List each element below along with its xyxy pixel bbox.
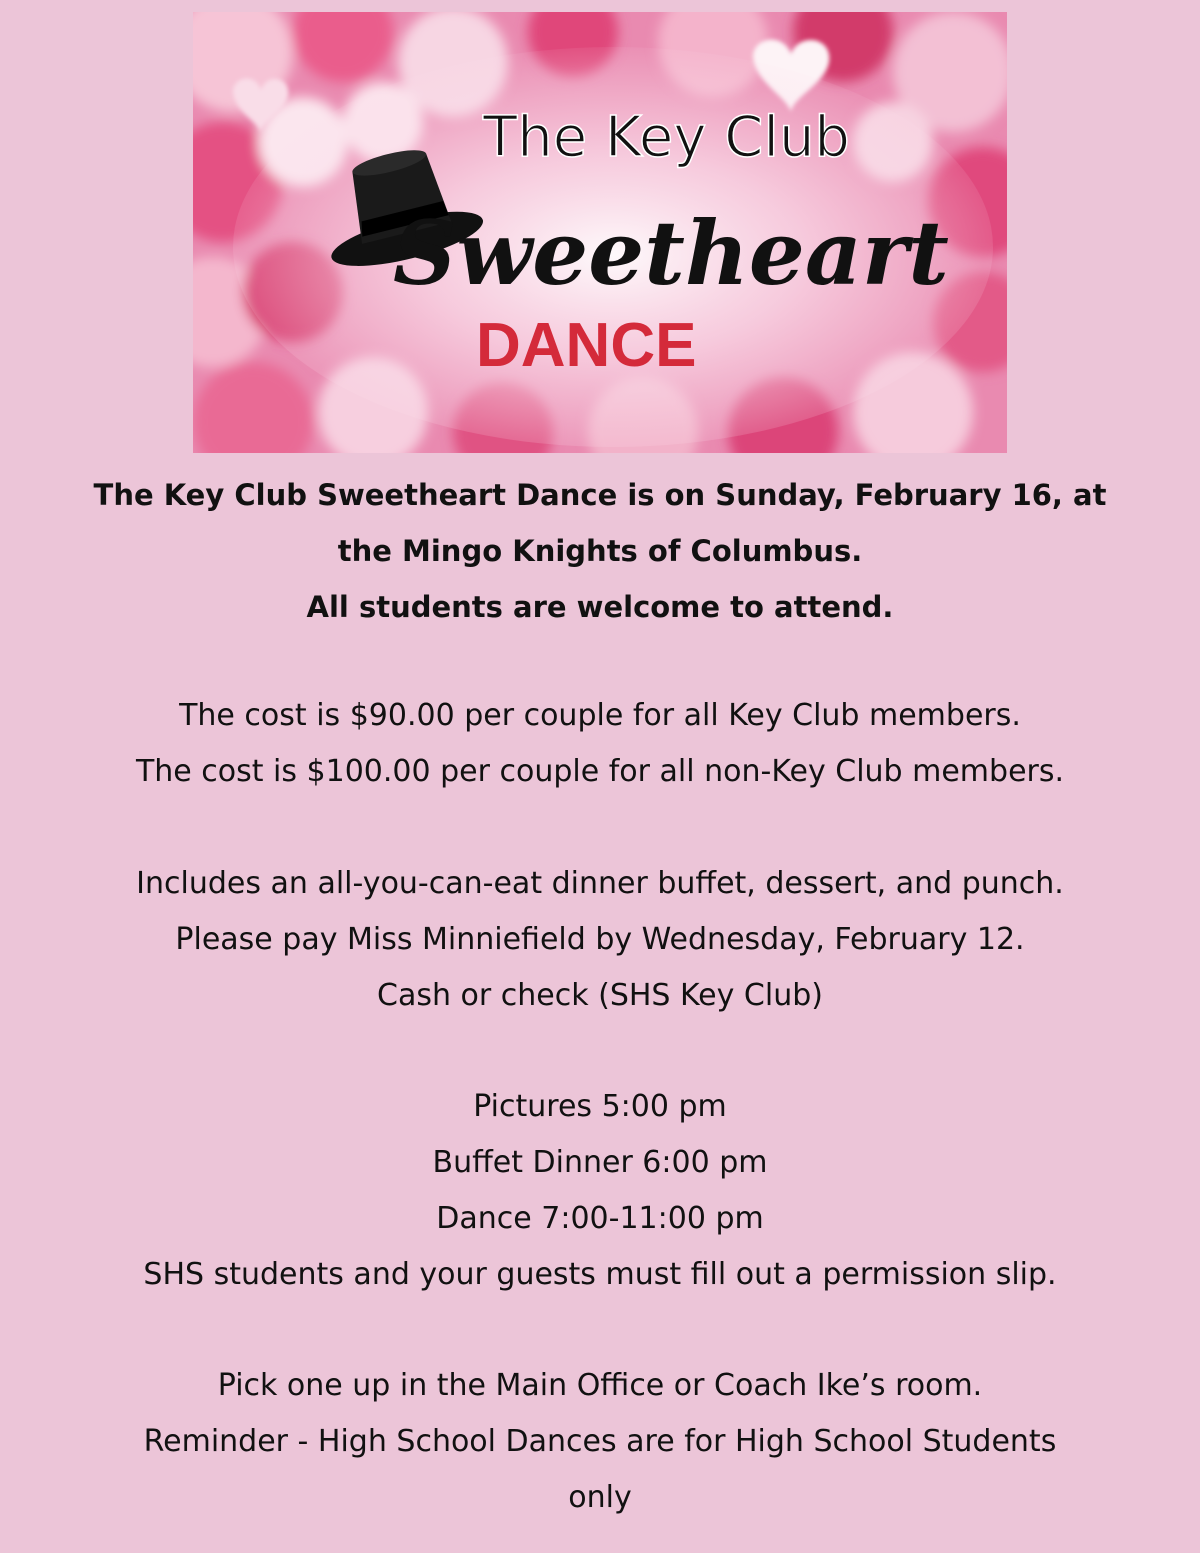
- headline-line-3: All students are welcome to attend.: [306, 590, 894, 624]
- pickup-block: [20, 1358, 1180, 1526]
- headline-line-1: The Key Club Sweetheart Dance is on Sunday, February 16, at: [93, 478, 1107, 512]
- pickup-line-3: only: [568, 1480, 632, 1515]
- event-banner: [193, 12, 1007, 453]
- schedule-pictures: Pictures 5:00 pm: [473, 1089, 727, 1124]
- banner-line2: Sweetheart: [393, 201, 949, 305]
- includes-block: [20, 856, 1180, 1024]
- includes-line-2: Please pay Miss Minniefield by Wednesday, February 12.: [175, 922, 1025, 957]
- permission-note: SHS students and your guests must fill out a permission slip.: [143, 1257, 1057, 1292]
- banner-line1: The Key Club: [483, 105, 850, 170]
- banner-line3: DANCE: [476, 311, 697, 380]
- schedule-block: [20, 1079, 1180, 1303]
- cost-members: The cost is $90.00 per couple for all Key Club members.: [179, 698, 1021, 733]
- schedule-dinner: Buffet Dinner 6:00 pm: [432, 1145, 768, 1180]
- headline-block: [40, 467, 1160, 635]
- pickup-line-2: Reminder - High School Dances are for High School Students: [143, 1424, 1057, 1459]
- headline-line-2: the Mingo Knights of Columbus.: [337, 534, 863, 568]
- cost-non-members: The cost is $100.00 per couple for all non-Key Club members.: [135, 754, 1065, 789]
- banner-title-art: [193, 12, 1007, 453]
- includes-line-1: Includes an all-you-can-eat dinner buffet, dessert, and punch.: [136, 866, 1064, 901]
- includes-line-3: Cash or check (SHS Key Club): [377, 978, 823, 1013]
- schedule-dance: Dance 7:00-11:00 pm: [436, 1201, 764, 1236]
- pickup-line-1: Pick one up in the Main Office or Coach Ike’s room.: [217, 1368, 983, 1403]
- cost-block: [20, 688, 1180, 800]
